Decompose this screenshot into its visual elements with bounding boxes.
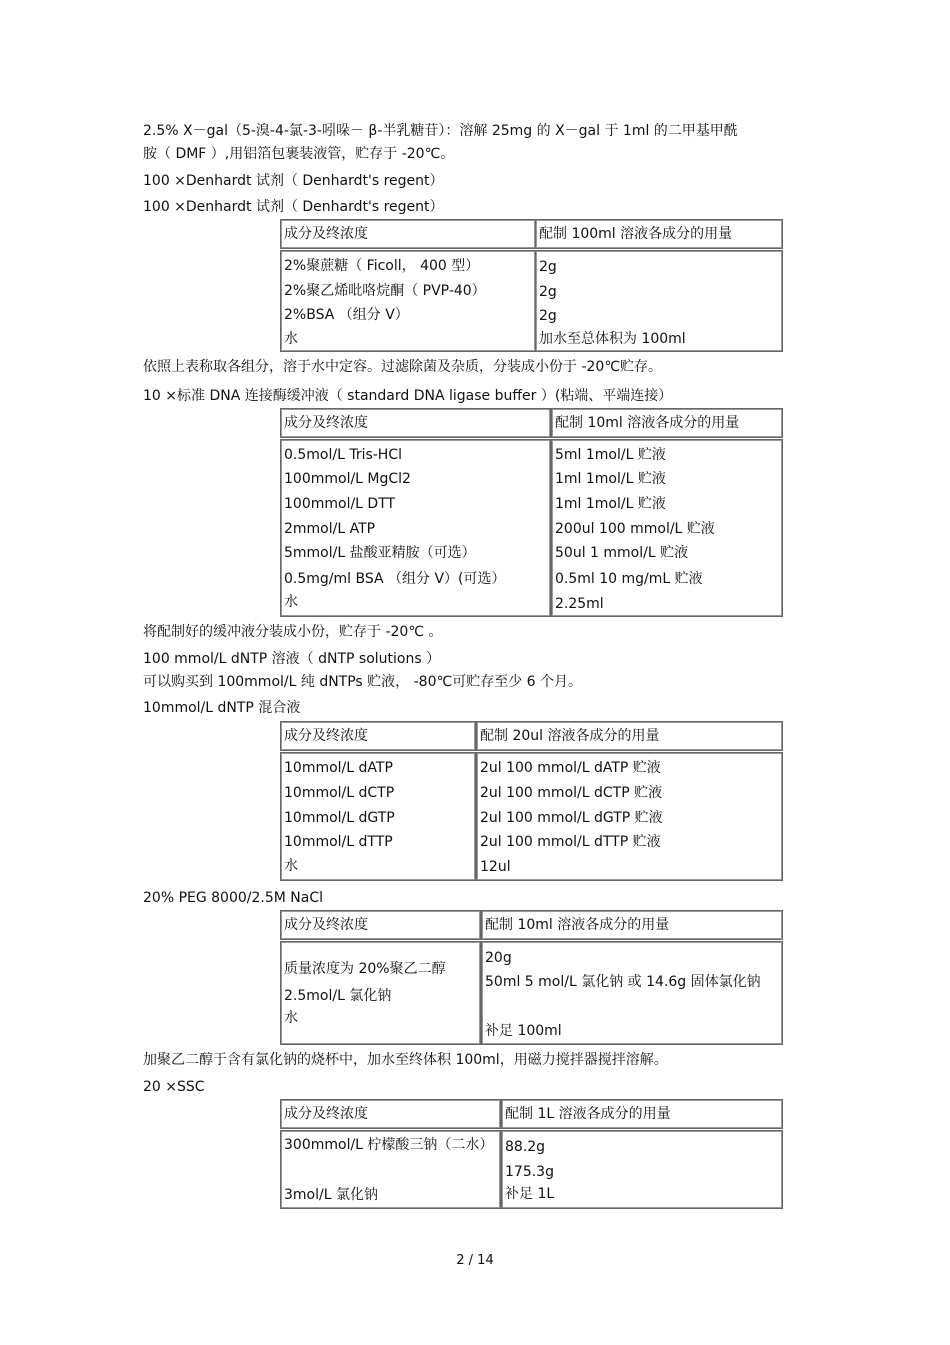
table-cell: 88.2g: [505, 1139, 546, 1155]
table-cell: 10mmol/L dATP: [284, 760, 393, 776]
table5-header-col1: 成分及终浓度: [280, 1099, 501, 1129]
table-cell: 水: [284, 1010, 298, 1026]
table1-body-col1: [280, 250, 536, 352]
table-cell: 10mmol/L dGTP: [284, 810, 395, 826]
table-cell: 100mmol/L MgCl2: [284, 471, 411, 487]
table-cell: 0.5ml 10 mg/mL 贮液: [555, 571, 703, 587]
table2-header-col2: 配制 10ml 溶液各成分的用量: [551, 408, 783, 438]
table-cell: 2.5mol/L 氯化钠: [284, 988, 392, 1004]
table-cell: 2ul 100 mmol/L dTTP 贮液: [480, 834, 661, 850]
table-cell: 10mmol/L dCTP: [284, 785, 395, 801]
table-cell: 1ml 1mol/L 贮液: [555, 471, 666, 487]
table-cell: 2.25ml: [555, 596, 604, 612]
table-cell: 5ml 1mol/L 贮液: [555, 447, 666, 463]
table-cell: 2%BSA （组分 V）: [284, 307, 409, 323]
table1-header-col1: 成分及终浓度: [280, 219, 536, 249]
table-cell: 50ml 5 mol/L 氯化钠 或 14.6g 固体氯化钠: [485, 974, 761, 990]
denhardt-title-2: 100 ×Denhardt 试剂（ Denhardt's regent）: [143, 199, 444, 215]
table4-body-col2: [481, 941, 783, 1045]
table1-header-col2: 配制 100ml 溶液各成分的用量: [535, 219, 783, 249]
peg-title: 20% PEG 8000/2.5M NaCl: [143, 890, 324, 906]
table-cell: 2ul 100 mmol/L dATP 贮液: [480, 760, 661, 776]
table-cell: 质量浓度为 20%聚乙二醇: [284, 961, 446, 977]
table-cell: 20g: [485, 950, 512, 966]
table-cell: 水: [284, 594, 298, 610]
table2-body-col1: [280, 439, 551, 617]
dntp-title: 100 mmol/L dNTP 溶液（ dNTP solutions ）: [143, 651, 441, 667]
table5-header-col2: 配制 1L 溶液各成分的用量: [501, 1099, 783, 1129]
table-cell: 2g: [539, 284, 557, 300]
table4-header-col2: 配制 10ml 溶液各成分的用量: [481, 910, 783, 940]
table-cell: 200ul 100 mmol/L 贮液: [555, 521, 715, 537]
peg-note: 加聚乙二醇于含有氯化钠的烧杯中，加水至终体积 100ml，用磁力搅拌器搅拌溶解。: [143, 1052, 668, 1068]
table-cell: 2ul 100 mmol/L dGTP 贮液: [480, 810, 663, 826]
page-number: 2 / 14: [456, 1253, 494, 1268]
table-cell: 5mmol/L 盐酸亚精胺（可选）: [284, 545, 476, 561]
table4-body-col1: [280, 941, 481, 1045]
table-cell: 2ul 100 mmol/L dCTP 贮液: [480, 785, 663, 801]
dntp-desc: 可以购买到 100mmol/L 纯 dNTPs 贮液， -80℃可贮存至少 6 个月。: [143, 674, 583, 690]
table-cell: 2%聚蔗糖（ Ficoll， 400 型）: [284, 258, 480, 274]
ligase-note: 将配制好的缓冲液分装成小份，贮存于 -20℃ 。: [143, 624, 443, 640]
xgal-line-2: 胺（ DMF ）,用铝箔包裹装液管，贮存于 -20℃。: [143, 146, 455, 162]
table-cell: 300mmol/L 柠檬酸三钠（二水）: [284, 1137, 494, 1153]
table2-header-col1: 成分及终浓度: [280, 408, 551, 438]
table5-body-col1: [280, 1130, 501, 1209]
table-cell: 2g: [539, 259, 557, 275]
table3-body-col1: [280, 752, 476, 881]
table-cell: 175.3g: [505, 1164, 554, 1180]
table-cell: 0.5mg/ml BSA （组分 V）(可选）: [284, 571, 506, 587]
table-cell: 水: [284, 858, 298, 874]
table-cell: 2mmol/L ATP: [284, 521, 376, 537]
table-cell: 10mmol/L dTTP: [284, 834, 393, 850]
denhardt-title-1: 100 ×Denhardt 试剂（ Denhardt's regent）: [143, 173, 444, 189]
dntp-mix-title: 10mmol/L dNTP 混合液: [143, 700, 301, 716]
denhardt-note: 依照上表称取各组分，溶于水中定容。过滤除菌及杂质，分装成小份于 -20℃贮存。: [143, 359, 663, 375]
table-cell: 3mol/L 氯化钠: [284, 1187, 378, 1203]
table3-header-col2: 配制 20ul 溶液各成分的用量: [476, 721, 783, 751]
xgal-line-1: 2.5% X－gal（5-溴-4-氯-3-吲哚－ β-半乳糖苷）：溶解 25mg 的 X－gal 于 1ml 的二甲基甲酰: [143, 123, 738, 139]
table-cell: 12ul: [480, 859, 511, 875]
table-cell: 补足 1L: [505, 1186, 555, 1202]
ligase-title: 10 ×标准 DNA 连接酶缓冲液（ standard DNA ligase buffer ）(粘端、平端连接）: [143, 388, 673, 404]
table-cell: 1ml 1mol/L 贮液: [555, 496, 666, 512]
table-cell: 0.5mol/L Tris-HCl: [284, 447, 403, 463]
table-cell: 水: [284, 331, 298, 347]
table3-body-col2: [476, 752, 783, 881]
table-cell: 加水至总体积为 100ml: [539, 331, 686, 347]
table-cell: 50ul 1 mmol/L 贮液: [555, 545, 689, 561]
table-cell: 2%聚乙烯吡咯烷酮（ PVP-40）: [284, 283, 486, 299]
table3-header-col1: 成分及终浓度: [280, 721, 476, 751]
table1-body-col2: [535, 250, 783, 352]
ssc-title: 20 ×SSC: [143, 1079, 205, 1095]
table5-body-col2: [501, 1130, 783, 1209]
table-cell: 补足 100ml: [485, 1023, 562, 1039]
table4-header-col1: 成分及终浓度: [280, 910, 481, 940]
table-cell: 2g: [539, 308, 557, 324]
table2-body-col2: [551, 439, 783, 617]
table-cell: 100mmol/L DTT: [284, 496, 396, 512]
